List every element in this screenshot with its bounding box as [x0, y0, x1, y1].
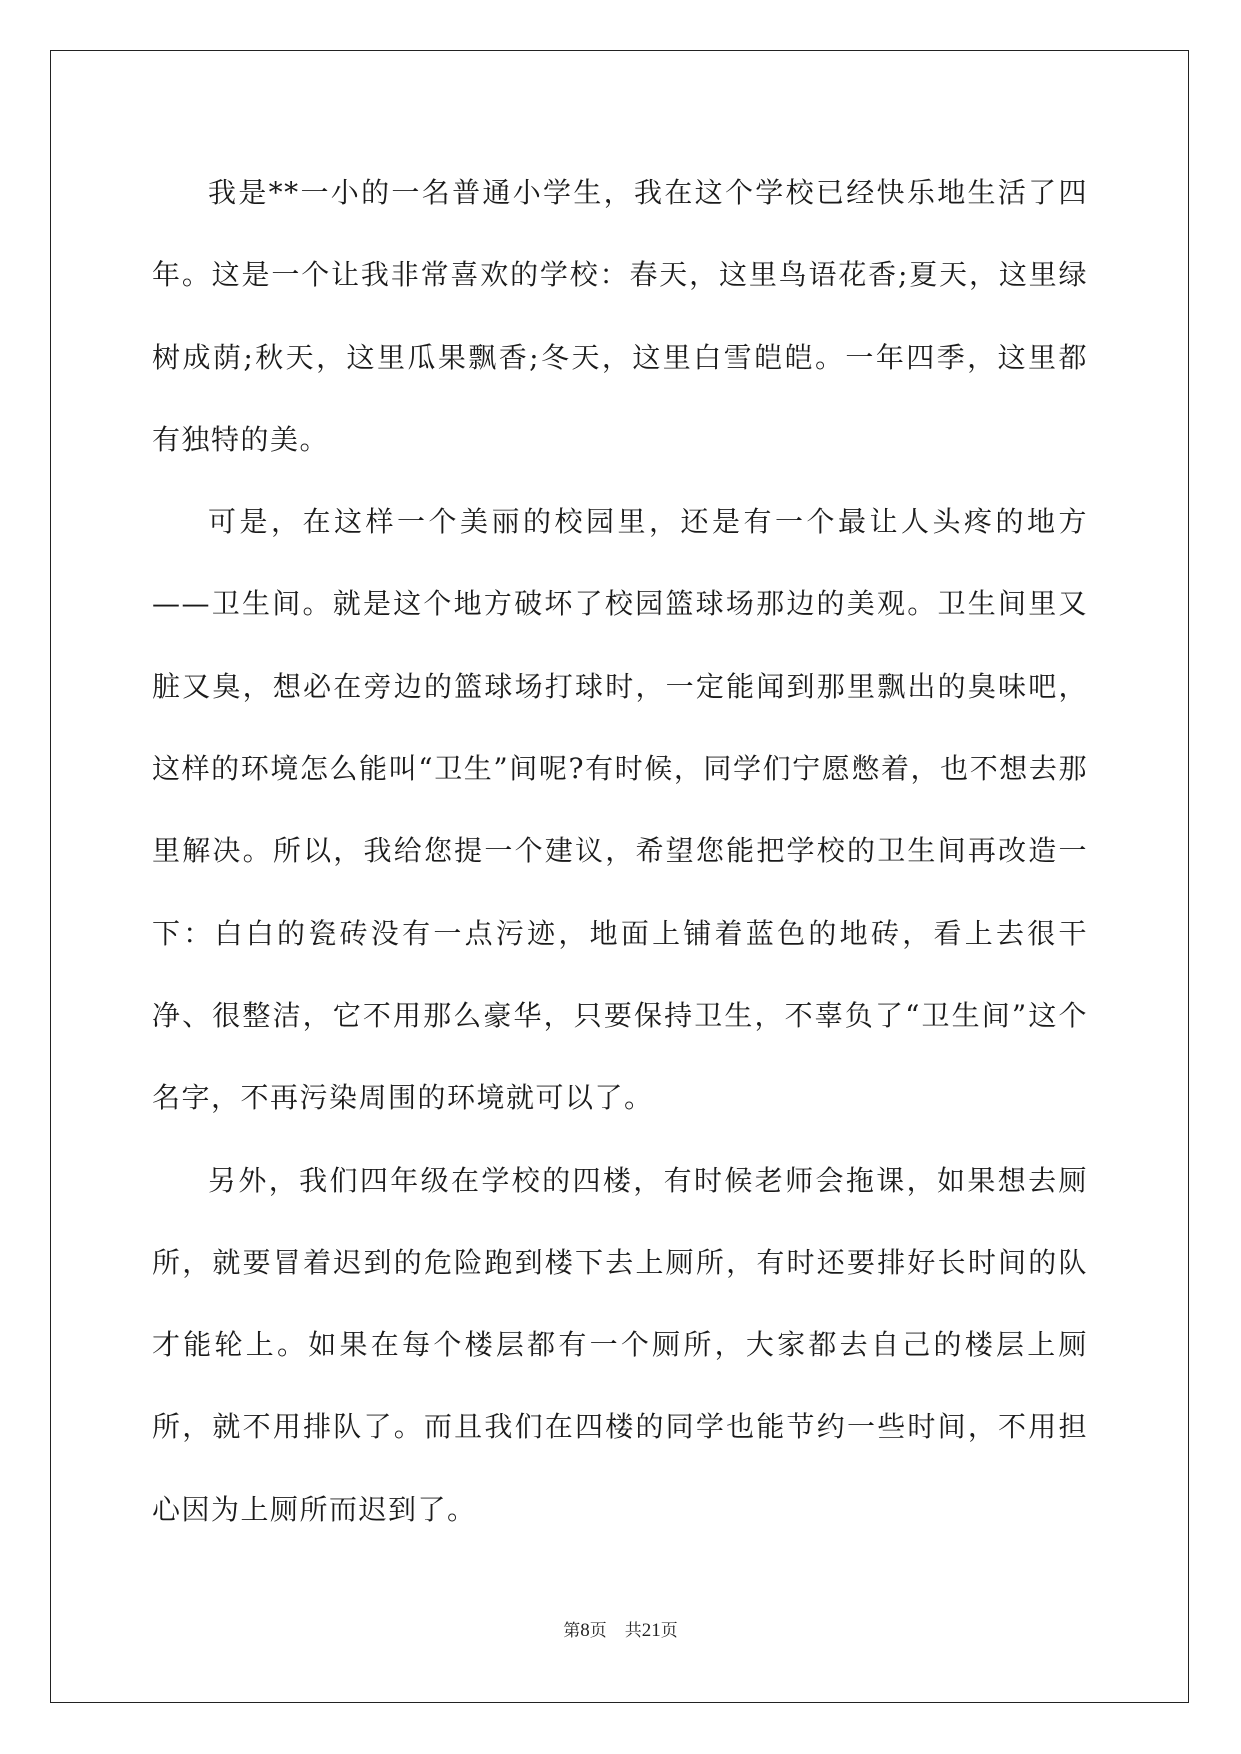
page-footer: [0, 1616, 1241, 1642]
total-pages: 21: [641, 1620, 661, 1641]
page-number: 8: [580, 1620, 590, 1641]
paragraph-3: 另外，我们四年级在学校的四楼，有时候老师会拖课，如果想去厕所，就要冒着迟到的危险跑到楼下去上厕所，有时还要排好长时间的队才能轮上。如果在每个楼层都有一个厕所，大家都去自己的楼层上厕所，就不用排队了。而且我们在四楼的同学也能节约一些时间，不用担心因为上厕所而迟到了。: [152, 1163, 1088, 1526]
page-suffix: 页: [589, 1621, 607, 1641]
total-suffix: 页: [660, 1621, 678, 1641]
document-body: [152, 152, 1088, 1551]
paragraph-1: 我是**一小的一名普通小学生，我在这个学校已经快乐地生活了四年。这是一个让我非常喜欢的学校：春天，这里鸟语花香;夏天，这里绿树成荫;秋天，这里瓜果飘香;冬天，这里白雪皑皑。一年四季，这里都有独特的美。: [152, 176, 1088, 456]
paragraph-2: 可是，在这样一个美丽的校园里，还是有一个最让人头疼的地方——卫生间。就是这个地方破坏了校园篮球场那边的美观。卫生间里又脏又臭，想必在旁边的篮球场打球时，一定能闻到那里飘出的臭味吧，这样的环境怎么能叫“卫生”间呢?有时候，同学们宁愿憋着，也不想去那里解决。所以，我给您提一个建议，希望您能把学校的卫生间再改造一下：白白的瓷砖没有一点污迹，地面上铺着蓝色的地砖，看上去很干净、很整洁，它不用那么豪华，只要保持卫生，不辜负了“卫生间”这个名字，不再污染周围的环境就可以了。: [152, 505, 1088, 1115]
page-prefix: 第: [563, 1621, 581, 1641]
total-prefix: 共: [624, 1621, 642, 1641]
